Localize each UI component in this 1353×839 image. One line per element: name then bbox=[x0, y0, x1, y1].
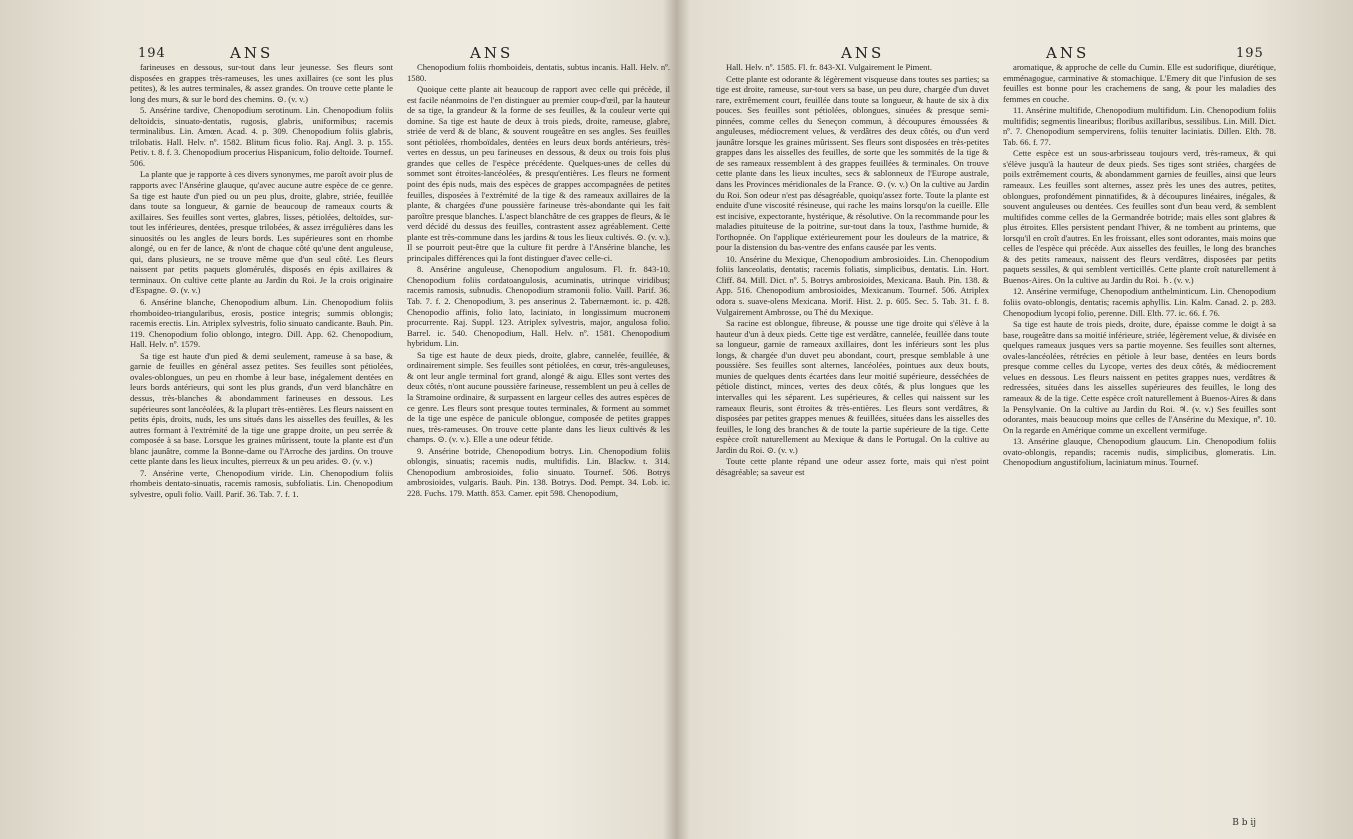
right-head-word-2: ANS bbox=[1046, 44, 1090, 62]
paragraph: 12. Ansérine vermifuge, Chenopodium anthelminticum. Lin. Chenopodium foliis ovato-oblongis, dentatis; racemis aphyllis. Lin. Kalm. Canad. 2. p. 283. Chenopodium lycopi folio, perenne. Dill. Elth. 77. ic. 66. f. 76. bbox=[1003, 286, 1276, 318]
paragraph: 13. Ansérine glauque, Chenopodium glaucum. Lin. Chenopodium foliis ovato-oblongis, repandis; racemis nudis, simplicibus, glomeratis. Lin. Chenopodium angustifolium, laciniatum minus. Tournef. bbox=[1003, 436, 1276, 468]
paragraph: 9. Ansérine botride, Chenopodium botrys. Lin. Chenopodium foliis oblongis, sinuatis; racemis nudis, multifidis. Lin. Blackw. t. 314. Chenopodium ambrosioides, folio sinuato. Tournef. 506. Botrys ambrosioides, vulgaris. Bauh. Pin. 138. Botrys. Dod. Pempt. 34. Lob. ic. 228. Fuchs. 179. Matth. 853. Camer. epit 598. Chenopodium, bbox=[407, 445, 670, 498]
paragraph: Hall. Helv. nº. 1585. Fl. fr. 843-XI. Vulgairement le Piment. bbox=[726, 62, 932, 72]
left-column-2 bbox=[407, 62, 670, 832]
paragraph: 11. Ansérine multifide, Chenopodium multifidum. Lin. Chenopodium foliis multifidis; segmentis linearibus; floribus axillaribus, sessilibus. Lin. Mill. Dict. nº. 7. Chenopodium sempervirens, foliis tenuiter laciniatis. Dillen. Elth. 78. Tab. 66. f. 77. bbox=[1003, 105, 1276, 147]
paragraph: Sa tige est haute d'un pied & demi seulement, rameuse à sa base, & garnie de feuilles en général assez petites. Ses feuilles sont pétiolées, ovales-oblongues, un peu en rhombe à leur base, inégalement dentées en leurs bords antérieurs, qui sont les plus grands, d'un verd blanchâtre en dessus, très-blanches & abondamment farineuses en dessous. Les supérieures sont lancéolées, & la plupart très-entières. Les fleurs naissent en petits épis, droits, nuds, les uns situés dans les aisselles des feuilles, & les autres formant à l'extrémité de la tige une grappe droite, un peu serrée & composée à sa base. Lorsque les graines mûrissent, toute la plante est d'un blanc jaunâtre, comme la Bonne-dame ou l'Arroche des jardins. On trouve cette plante dans les lieux incultes, pierreux & un peu arides. ⊙. (v. v.) bbox=[130, 350, 393, 467]
paragraph: Quoique cette plante ait beaucoup de rapport avec celle qui précède, il est facile néanmoins de l'en distinguer au premier coup-d'œil, par la hauteur de sa tige, la grandeur & la forme de ses feuilles, & la couleur verte qui domine. Sa tige est haute de deux à trois pieds, droite, rameuse, glabre, striée de verd & de blanc, & souvent rougeâtre en ses angles. Ses feuilles sont pétiolées, rhomboïdales, dentées en leurs deux bords antérieurs, très-vertes en dessus, un peu farineuses en dessous, & deux ou trois fois plus grandes que celles de l'espèce précédente. Quelques-unes de celles du sommet sont étroites-lancéolées, & presqu'entières. Les fleurs ne forment point des épis nuds, mais des espèces de grappes accompagnées de petites feuilles, disposées à l'extrémité de la tige & des rameaux axillaires de la plante, & chargées d'une poussière farineuse très-abondante qui les fait paroître presque blanches. L'aspect blanchâtre de ces grappes de fleurs, & le verd décidé du dessus des feuilles, contrastent assez agréablement. Cette plante est très-commune dans les jardins & tous les lieux cultivés. ⊙. (v. v.). Il se pourroit peut-être que la culture fit perdre à l'Ansérine blanche, les principales différences qui la font distinguer d'avec celle-ci. bbox=[407, 84, 670, 263]
right-column-2 bbox=[1003, 62, 1276, 832]
right-running-head bbox=[716, 44, 1276, 60]
left-column-1 bbox=[130, 62, 393, 832]
paragraph: Toute cette plante répand une odeur assez forte, mais qui n'est point désagréable; sa saveur est bbox=[716, 456, 989, 477]
right-page bbox=[716, 44, 1276, 832]
paragraph: Cette espèce est un sous-arbrisseau toujours verd, très-rameux, & qui s'élève jusqu'à la hauteur de deux pieds. Ses tiges sont striées, chargées de poils extrêmement courts, & abondamment garnies de feuilles, ainsi que leurs rameaux. Les feuilles sont alternes, assez près les unes des autres, petites, oblongues, profondément pinnatifides, & à découpures linéaires, inégales, & souvent anguleuses ou dentées. Ces feuilles sont d'un beau verd, & semblent multifides comme celles de la Germandrée botride; mais elles sont glabres & plus étroites. Elles persistent pendant l'hiver, & ne tombent au printems, que lorsqu'il en croît d'autres. En les froissant, elles sont odorantes, mais moins que celles de l'espèce qui précède. Aux aisselles des feuilles, le long des branches & des petits rameaux, naissent des fleurs verdâtres, disposées par petits paquets sessiles, & qui semblent verticillés. Cette plante croît naturellement à Buenos-Aires. On la cultive au Jardin du Roi. ♄. (v. v.) bbox=[1003, 148, 1276, 285]
paragraph: 8. Ansérine anguleuse, Chenopodium angulosum. Fl. fr. 843-10. Chenopodium foliis cordatoangulosis, acuminatis, utrinque viridibus; racemis ramosis, subnudis. Chenopodium stramonii folio. Vaill. Parif. 36. Tab. 7. f. 2. Chenopodium, 3. pes anserinus 2. Tabernæmont. ic. p. 428. Chenopodio affinis, folio lato, laciniato, in longissimum mucronem procurrente. Raj. Suppl. 123. Atriplex sylvestris, major, angulosa folio. Barrel. ic. 540. Chenopodium, Hall. Helv. nº. 1581. Chenopodium hybridum. Lin. bbox=[407, 264, 670, 349]
paragraph: Sa tige est haute de trois pieds, droite, dure, épaisse comme le doigt à sa base, rougeâtre dans sa moitié inférieure, striée, légèrement velue, & divisée en quelques rameaux jusques vers sa partie moyenne. Ses feuilles sont alternes, ovales-lancéolées, rétrécies en pétiole à leur base, dentées en leurs bords presque comme celles du Lycope, vertes des deux côtés, & médiocrement velues en dessous. Les fleurs naissent en petites grappes nues, verdâtres & redressées, situées dans les aisselles supérieures des feuilles, le long des rameaux & de la tige. Cette espèce croît naturellement à Buenos-Aires & dans la Pensylvanie. On la cultive au Jardin du Roi. ♃. (v. v.) Ses feuilles sont odorantes, mais beaucoup moins que celles de l'Ansérine du Mexique, nº. 10. On la regarde en Amérique comme un excellent vermifuge. bbox=[1003, 319, 1276, 435]
paragraph: Cette plante est odorante & légèrement visqueuse dans toutes ses parties; sa tige est droite, rameuse, sur-tout vers sa base, un peu dure, chargée d'un duvet rare, extrêmement court, feuillée dans toute sa longueur, & haute de six à dix pouces. Ses feuilles sont pétiolées, oblongues, sinuées & presque semi-pinnées, comme celles du Seneçon commun, à découpures émoussées & anguleuses, médiocrement velues, & verdâtres des deux côtés, ou d'un verd jaunâtre lorsque les graines mûrissent. Ses fleurs sont disposées en très-petites grappes dans les aisselles des feuilles, de sorte que les sommités de la tige & de ses rameaux ressemblent à des grappes feuillées & terminales. On trouve cette plante dans les lieux incultes, secs & sablonneux de l'Europe australe, dans les Provinces méridionales de la France. ⊙. (v. v.) On la cultive au Jardin du Roi. Son odeur n'est pas désagréable, quoiqu'assez forte. Toute la plante est enduite d'une viscosité résineuse, qui rache les mains lorsqu'on la cueille. Elle est incisive, expectorante, hystérique, & résolutive. On la recommande pour les maladies pituiteuse de la poitrine, sur-tout dans la toux, l'asthme humide, & l'orthopnée. On l'applique extérieurement pour les douleurs de la matrice, & pour la distension du bas-ventre des enfans causée par les vents. bbox=[716, 73, 989, 253]
paragraph: 7. Ansérine verte, Chenopodium viride. Lin. Chenopodium foliis rhombeis dentato-sinuatis, racemis ramosis, subfoliatis. Lin. Chenopodium sylvestre, opuli folio. Vaill. Parif. 36. Tab. 7. f. 1. bbox=[130, 467, 393, 499]
paragraph: farineuses en dessous, sur-tout dans leur jeunesse. Ses fleurs sont disposées en grappes très-rameuses, les unes axillaires (ce sont les plus petites), & les autres terminales, & assez grandes. On trouve cette plante le long des murs, & sur le bord des chemins. ⊙. (v. v.) bbox=[130, 62, 393, 104]
left-head-word-1: ANS bbox=[230, 44, 274, 62]
left-running-head bbox=[130, 44, 670, 60]
paragraph: 6. Ansérine blanche, Chenopodium album. Lin. Chenopodium foliis rhomboideo-triangularibus, erosis, postice integris; summis oblongis; racemis erectis. Lin. Atriplex sylvestris, folio sinuato candicante. Bauh. Pin. 119. Chenopodium folio oblongo, integro. Dill. App. 62. Chenopodium, Hall. Helv. nº. 1579. bbox=[130, 297, 393, 350]
paragraph: 5. Ansérine tardive, Chenopodium serotinum. Lin. Chenopodium foliis deltoidcis, sinuato-dentatis, rugosis, glabris, uniformibus; racemis terminalibus. Lin. Amœn. Acad. 4. p. 309. Chenopodium foliis glabris, trilobatis. Hall. Helv. nº. 1582. Blitum ficus folio. Raj. Angl. 3. p. 155. Petiv. t. 8. f. 3. Chenopodium procerius Hispanicum, folio deltoide. Tournef. 506. bbox=[130, 105, 393, 168]
left-head-word-2: ANS bbox=[470, 44, 514, 62]
signature-mark: B b ij bbox=[1232, 818, 1256, 828]
right-column-1 bbox=[716, 62, 989, 832]
right-page-number: 195 bbox=[1236, 46, 1264, 61]
paragraph: Chenopodium foliis rhomboideis, dentatis, subtus incanis. Hall. Helv. nº. 1580. bbox=[407, 62, 670, 83]
left-page bbox=[130, 44, 670, 832]
paragraph: 10. Ansérine du Mexique, Chenopodium ambrosioides. Lin. Chenopodium foliis lanceolatis, dentatis; racemis foliatis, simplicibus, dentatis. Lin. Hort. Cliff. 84. Mill. Dict. nº. 5. Botrys ambrosioides, Mexicana. Bauh. Pin. 138. & App. 516. Chenopodium ambrosioides, Mexicanum. Tournef. 506. Atriplex odora s. suave-olens Mexicana. Morif. Hist. 2. p. 605. Sec. 5. Tab. 31. f. 8. Vulgairement Ambrosse, ou Thé du Mexique. bbox=[716, 253, 989, 317]
paragraph: aromatique, & approche de celle du Cumin. Elle est sudorifique, diurétique, emménagogue, carminative & stomachique. L'Emery dit que l'infusion de ses feuilles est bonne pour les crachemens de sang, & pour les maladies des femmes en couche. bbox=[1003, 62, 1276, 104]
paragraph: Sa tige est haute de deux pieds, droite, glabre, cannelée, feuillée, & ordinairement simple. Ses feuilles sont pétiolées, en cœur, très-anguleuses, & ont leur angle terminal fort grand, alongé & aigu. Elles sont vertes des deux côtés, n'ont aucune poussière farineuse, ressemblent un peu à celles de la Stramoine ordinaire, & surpassent en largeur celles des autres espèces de ce genre. Les fleurs sont presque toutes terminales, & forment au sommet de la tige une espèce de panicule oblongue, composée de petites grappes nues, très-rameuses. On trouve cette plante dans les lieux cultivés & les champs. ⊙. (v. v.). Elle a une odeur fétide. bbox=[407, 349, 670, 445]
right-head-word-1: ANS bbox=[841, 44, 885, 62]
paragraph: La plante que je rapporte à ces divers synonymes, me paroît avoir plus de rapports avec l'Ansérine glauque, qu'avec aucune autre espèce de ce genre. Sa tige est haute d'un pied ou un peu plus, droite, glabre, striée, feuillée dans toute sa longueur, & garnie de beaucoup de rameaux courts & axillaires. Ses feuilles sont vertes, glabres, lisses, pétiolées, deltoïdes, sur-tout les inférieures, dentées, presque trilobées, & assez irrégulières dans les sinuosités ou les angles de leurs bords. Les supérieures sont en rhombe alongé, ou en fer de lance, & n'ont de chaque côté qu'une dent anguleuse, qui, dans plusieurs, ne se trouve même que d'un seul côté. Les fleurs naissent par petits paquets glomérulés, disposés en épis axillaires & terminaux. On cultive cette plante au Jardin du Roi. Je la crois originaire d'Espagne. ⊙. (v. v.) bbox=[130, 169, 393, 296]
left-page-number: 194 bbox=[138, 46, 166, 61]
paragraph: Sa racine est oblongue, fibreuse, & pousse une tige droite qui s'élève à la hauteur d'un à deux pieds. Cette tige est verdâtre, cannelée, feuillée dans toute sa longueur, garnie de rameaux axillaires, dont les inférieurs sont les plus longs, & chargée d'un duvet peu abondant, court, presque semblable à une poussière. Ses feuilles sont alternes, lancéolées, pointues aux deux bouts, munies de quelques dents écartées dans leur moitié supérieure, desséchées de pétiole distinct, minces, vertes des deux côtés, & plus longues que les intervalles qui les séparent. Les supérieures, & celles qui naissent sur les rameaux fleuris, sont étroites & très-entières. Les fleurs sont verdâtres, & disposées par petites grappes menues & feuillées, situées dans les aisselles des feuilles, le long des branches & de toute la partie supérieure de la tige. Cette espèce croît naturellement au Mexique & dans le Portugal. On la cultive au Jardin du Roi. ⊙. (v. v.) bbox=[716, 318, 989, 455]
